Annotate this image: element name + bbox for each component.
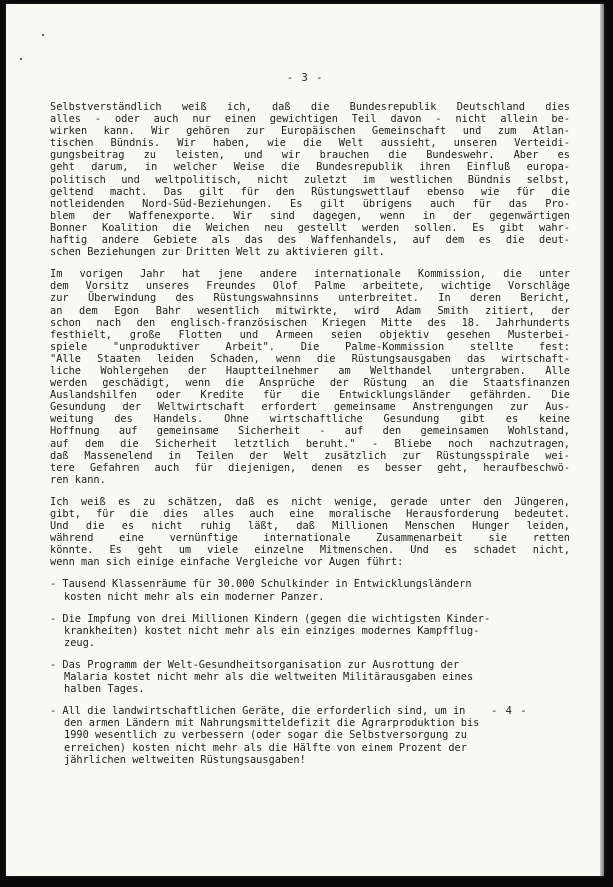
text-line: haftig andere Gebiete als das des Waffenhandels, auf dem es die deut- bbox=[50, 234, 570, 247]
text-line: geltend macht. Das gilt für den Rüstungswettlauf ebenso wie für die bbox=[50, 185, 570, 198]
paragraph bbox=[50, 268, 570, 486]
text-line: wirken kann. Wir gehören zur Europäischen Gemeinschaft und zum Atlan- bbox=[50, 125, 570, 138]
bullet-text-line: kosten nicht mehr als ein moderner Panzer. bbox=[64, 590, 325, 603]
text-line: Ich weiß es zu schätzen, daß es nicht wenige, gerade unter den Jüngeren, bbox=[50, 495, 570, 508]
bullet-text-line: jährlichen weltweiten Rüstungsausgaben! bbox=[64, 753, 306, 766]
text-line: blem der Waffenexporte. Wir sind dagegen, wenn in der gegenwärtigen bbox=[50, 209, 570, 222]
text-line: gibt, für die dies alles auch eine moralische Herausforderung bedeutet. bbox=[50, 508, 570, 520]
bullet-item bbox=[50, 578, 570, 602]
text-line: wenn man sich einige einfache Vergleiche vor Augen führt: bbox=[50, 556, 404, 569]
text-line: daß Massenelend in Teilen der Welt zusätzlich zur Rüstungsspirale wei- bbox=[50, 449, 570, 462]
document-page bbox=[6, 4, 604, 876]
page-number: - 3 - bbox=[286, 72, 324, 84]
text-line: Selbstverständlich weiß ich, daß die Bundesrepublik Deutschland dies bbox=[50, 101, 570, 113]
scan-speck bbox=[42, 34, 44, 36]
text-line: könnte. Es geht um viele einzelne Mitmenschen. Und es schadet nicht, bbox=[50, 544, 570, 557]
text-line: spiele "unproduktiver Arbeit". Die Palme-Kommission stellte fest: bbox=[50, 340, 570, 353]
text-line: an dem Egon Bahr wesentlich mitwirkte, wird Adam Smith zitiert, der bbox=[50, 304, 570, 317]
paragraph bbox=[50, 101, 570, 258]
text-line: ren kann. bbox=[50, 473, 106, 486]
paragraph bbox=[50, 496, 570, 569]
text-line: während eine vernünftige internationale Zusammenarbeit sie retten bbox=[50, 532, 570, 545]
text-line: tere Gefahren auch für diejenigen, denen es besser geht, heraufbeschwö- bbox=[50, 461, 570, 474]
bullet-text-line: zeug. bbox=[64, 636, 95, 649]
text-line: auf dem die Sicherheit letztlich beruht." - Bliebe noch nachzutragen, bbox=[50, 437, 570, 450]
text-line: dem Vorsitz unseres Freundes Olof Palme arbeitete, wichtige Vorschläge bbox=[50, 280, 570, 293]
text-line: alles - oder auch nur einen gewichtigen Teil davon - nicht allein be- bbox=[50, 113, 570, 126]
text-line: werden geschädigt, wenn die Ansprüche der Rüstung an die Staatsfinanzen bbox=[50, 377, 570, 390]
bullet-item bbox=[50, 613, 570, 649]
text-line: liche Wohlergehen der Hauptteilnehmer am Welthandel untergraben. Alle bbox=[50, 364, 570, 377]
bullet-text-line: krankheiten) kostet nicht mehr als ein einziges modernes Kampfflug- bbox=[64, 624, 480, 637]
text-line: Gesundung der Weltwirtschaft erfordert gemeinsame Anstrengungen zur Aus- bbox=[50, 401, 570, 414]
text-line: geht darum, in welcher Weise die Bundesrepublik ihren Einfluß europa- bbox=[50, 161, 570, 174]
bullet-list bbox=[50, 578, 570, 765]
bullet-text-line: - All die landwirtschaftlichen Geräte, die erforderlich sind, um in bbox=[50, 705, 466, 718]
text-line: Und die es nicht ruhig läßt, daß Millionen Menschen Hunger leiden, bbox=[50, 520, 570, 533]
bullet-text-line: Malaria kostet nicht mehr als die weltweiten Militärausgaben eines bbox=[64, 671, 474, 684]
paragraphs bbox=[50, 101, 570, 568]
text-line: Hoffnung auf gemeinsame Sicherheit - auf den gemeinsamen Wohlstand, bbox=[50, 425, 570, 438]
text-line: tischen Bündnis. Wir haben, wie die Welt aussieht, unseren Verteidi- bbox=[50, 137, 570, 150]
text-line: gungsbeitrag zu leisten, und wir brauchen die Bundeswehr. Aber es bbox=[50, 149, 570, 162]
bullet-text-line: - Das Programm der Welt-Gesundheitsorganisation zur Ausrottung der bbox=[50, 658, 460, 671]
bullet-text-line: den armen Ländern mit Nahrungsmitteldefizit die Agrarproduktion bis bbox=[64, 717, 480, 730]
text-line: "Alle Staaten leiden Schaden, wenn die Rüstungsausgaben das wirtschaft- bbox=[50, 352, 570, 365]
text-line: weitung des Handels. Ohne wirtschaftliche Gesundung gibt es keine bbox=[50, 413, 570, 426]
bullet-text-line: - Die Impfung von drei Millionen Kindern (gegen die wichtigsten Kinder- bbox=[50, 612, 491, 625]
bullet-item bbox=[50, 659, 570, 695]
text-line: notleidenden Nord-Süd-Beziehungen. Es gilt übrigens auch für das Pro- bbox=[50, 197, 570, 210]
text-line: schon nach den englisch-französischen Kriegen Mitte des 18. Jahrhunderts bbox=[50, 316, 570, 329]
document-body bbox=[50, 101, 570, 776]
text-line: Auslandshilfen oder Kredite für die Entwicklungsländer gefährden. Die bbox=[50, 389, 570, 402]
scan-speck bbox=[20, 58, 22, 60]
text-line: zur Überwindung des Rüstungswahnsinns unterbreitet. In deren Bericht, bbox=[50, 292, 570, 305]
text-line: politisch und weltpolitisch, nicht zuletzt im westlichen Bündnis selbst, bbox=[50, 173, 570, 186]
text-line: schen Beziehungen zur Dritten Welt zu aktivieren gilt. bbox=[50, 246, 385, 259]
page-edge bbox=[600, 4, 604, 876]
bullet-text-line: - Tausend Klassenräume für 30.000 Schulkinder in Entwicklungsländern bbox=[50, 578, 472, 591]
text-line: Bonner Koalition die Weichen neu gestellt werden sollen. Es gibt wahr- bbox=[50, 221, 570, 234]
text-line: festhielt, große Flotten und Armeen seien objektiv gesehen Musterbei- bbox=[50, 328, 570, 341]
bullet-text-line: halben Tages. bbox=[64, 683, 145, 696]
text-line: Im vorigen Jahr hat jene andere internationale Kommission, die unter bbox=[50, 268, 570, 281]
bullet-text-line: erreichen) kosten nicht mehr als die Hälfte von einem Prozent der bbox=[64, 741, 467, 754]
next-page-marker: - 4 - bbox=[491, 705, 528, 717]
bullet-text-line: 1990 wesentlich zu verbessern (oder sogar die Selbstversorgung zu bbox=[64, 729, 467, 742]
